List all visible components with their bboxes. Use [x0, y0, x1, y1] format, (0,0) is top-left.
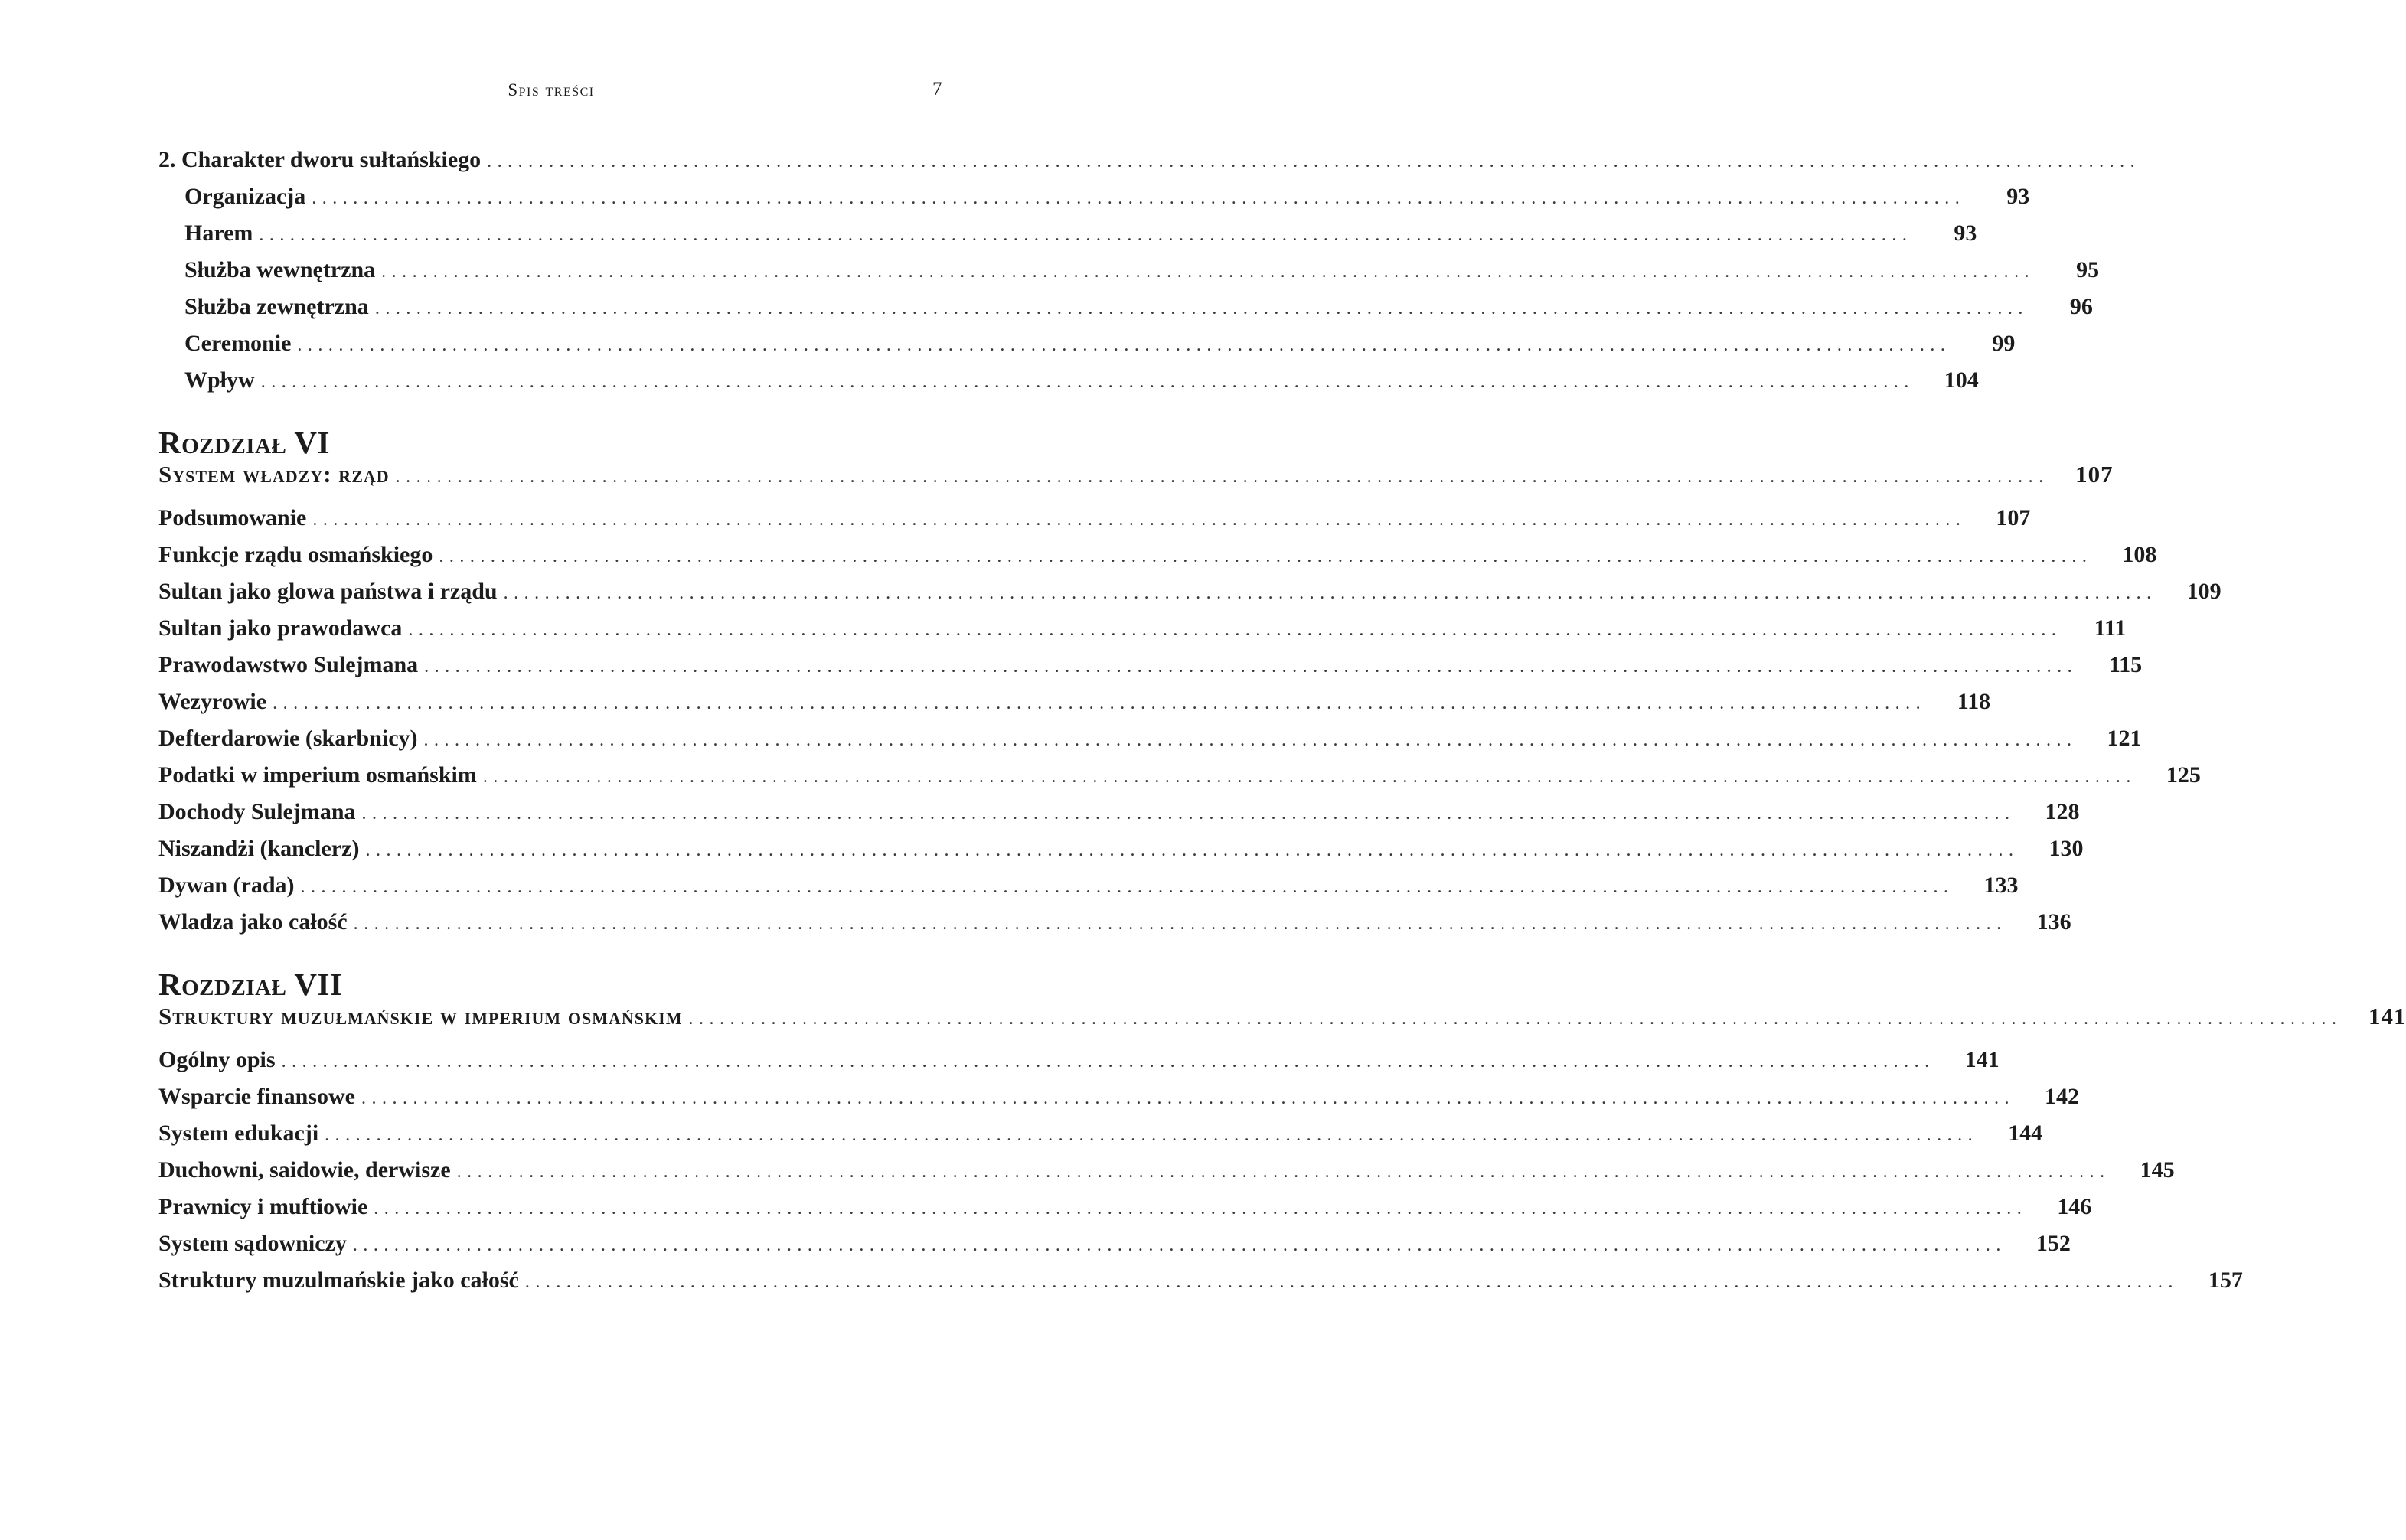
toc-entry-page: 121 — [2107, 726, 2142, 751]
toc-entry[interactable] — [158, 1268, 2243, 1304]
toc-entry[interactable] — [158, 542, 2157, 579]
dot-leader: ................................................................................................................................................................ — [281, 1052, 1935, 1072]
dot-leader: ................................................................................................................................................................ — [352, 1235, 2006, 1255]
toc-entry[interactable] — [158, 615, 2127, 652]
toc-entry-page: 99 — [1992, 331, 2016, 356]
toc-entry[interactable] — [158, 579, 2222, 615]
dot-leader: ................................................................................................................................................................ — [361, 1088, 2015, 1108]
toc-entry[interactable] — [158, 505, 2031, 542]
toc-entry-page: 125 — [2166, 762, 2201, 788]
dot-leader: ................................................................................................................................................................ — [487, 152, 2141, 171]
dot-leader: ................................................................................................................................................................ — [482, 767, 2137, 787]
page-number: 7 — [932, 79, 942, 100]
toc-entry-title: Struktury muzułmańskie w imperium osmańskim — [158, 1003, 683, 1029]
toc-entry[interactable] — [158, 1047, 2000, 1084]
dot-leader: ................................................................................................................................................................ — [300, 877, 1954, 897]
dot-leader: ................................................................................................................................................................ — [312, 188, 1966, 208]
toc-entry-page: 142 — [2044, 1084, 2079, 1109]
toc-entry[interactable] — [158, 909, 2071, 946]
table-of-contents — [158, 147, 2406, 1304]
toc-entry-page: 144 — [2008, 1121, 2043, 1146]
toc-entry-page: 130 — [2049, 836, 2084, 861]
toc-entry-page: 93 — [1954, 220, 1977, 246]
toc-entry-title: System sądowniczy — [158, 1231, 347, 1256]
toc-entry-title: Wladza jako całość — [158, 909, 348, 935]
dot-leader: ................................................................................................................................................................ — [423, 730, 2078, 750]
toc-entry-page: 128 — [2045, 799, 2080, 824]
toc-entry-page: 107 — [1996, 505, 2031, 530]
dot-leader: ................................................................................................................................................................ — [503, 583, 2157, 603]
toc-entry-page: 96 — [2069, 294, 2093, 319]
toc-entry-title: System władzy: rząd — [158, 461, 390, 488]
toc-entry[interactable] — [158, 799, 2080, 836]
toc-entry-page: 95 — [2076, 257, 2100, 282]
toc-entry[interactable] — [158, 762, 2201, 799]
toc-entry-title: 2. Charakter dworu sułtańskiego — [158, 147, 482, 172]
toc-entry-title: Podatki w imperium osmańskim — [158, 762, 477, 788]
toc-entry-title: Służba zewnętrzna — [184, 294, 369, 319]
toc-entry-page: 115 — [2108, 652, 2143, 677]
toc-entry[interactable] — [158, 652, 2143, 689]
dot-leader: ................................................................................................................................................................ — [456, 1162, 2111, 1182]
toc-entry-title: Służba wewnętrzna — [184, 257, 376, 282]
toc-entry-page: 111 — [2094, 615, 2127, 641]
dot-leader: ................................................................................................................................................................ — [688, 1009, 2342, 1029]
toc-entry-page: 141 — [1964, 1047, 2000, 1072]
chapter-label: Rozdział VI — [158, 425, 330, 460]
toc-entry[interactable] — [158, 220, 1977, 257]
dot-leader: ................................................................................................................................................................ — [325, 1125, 1979, 1145]
toc-entry-title: Ogólny opis — [158, 1047, 276, 1072]
dot-leader: ................................................................................................................................................................ — [381, 262, 2035, 282]
toc-entry-title: Wezyrowie — [158, 689, 267, 714]
chapter-label: Rozdział VII — [158, 967, 343, 1002]
toc-entry-title: Wpływ — [184, 367, 255, 393]
toc-entry[interactable] — [158, 689, 1991, 726]
toc-entry[interactable] — [158, 1231, 2071, 1268]
toc-entry-title: Struktury muzulmańskie jako całość — [158, 1268, 519, 1293]
dot-leader: ................................................................................................................................................................ — [374, 1199, 2028, 1219]
toc-entry[interactable] — [158, 726, 2142, 762]
toc-entry[interactable] — [158, 1194, 2092, 1231]
dot-leader: ................................................................................................................................................................ — [353, 914, 2007, 934]
running-head — [0, 77, 1072, 108]
dot-leader: ................................................................................................................................................................ — [395, 467, 2049, 487]
toc-entry-page: 141 — [2368, 1003, 2406, 1029]
toc-entry-title: Duchowni, saidowie, derwisze — [158, 1157, 451, 1183]
toc-entry-page: 145 — [2140, 1157, 2175, 1183]
toc-entry[interactable] — [158, 1157, 2175, 1194]
toc-section-heading — [158, 147, 2141, 184]
toc-entry-page: 108 — [2122, 542, 2157, 567]
toc-entry-page: 107 — [2075, 461, 2114, 488]
dot-leader: ................................................................................................................................................................ — [297, 335, 1951, 355]
toc-entry-page: 146 — [2057, 1194, 2092, 1219]
toc-entry-page: 93 — [2006, 184, 2030, 209]
dot-leader: ................................................................................................................................................................ — [374, 299, 2029, 318]
toc-entry[interactable] — [158, 836, 2084, 873]
toc-entry[interactable] — [158, 257, 2100, 294]
toc-entry[interactable] — [158, 367, 1979, 404]
toc-entry-page: 133 — [1983, 873, 2019, 898]
toc-entry-title: Harem — [184, 220, 253, 246]
dot-leader: ................................................................................................................................................................ — [424, 657, 2078, 677]
toc-entry-page: 136 — [2036, 909, 2071, 935]
toc-entry[interactable] — [158, 873, 2019, 909]
dot-leader: ................................................................................................................................................................ — [524, 1272, 2179, 1292]
toc-entry-title: Niszandżi (kanclerz) — [158, 836, 360, 861]
toc-entry-title: Prawodawstwo Sulejmana — [158, 652, 419, 677]
dot-leader: ................................................................................................................................................................ — [408, 620, 2062, 640]
dot-leader: ................................................................................................................................................................ — [259, 225, 1913, 245]
toc-entry[interactable] — [158, 184, 2030, 220]
dot-leader: ................................................................................................................................................................ — [439, 547, 2093, 566]
toc-entry-page: 109 — [2186, 579, 2222, 604]
toc-chapter-title[interactable] — [158, 1003, 2406, 1039]
toc-entry[interactable] — [158, 1121, 2043, 1157]
toc-entry-title: Sultan jako prawodawca — [158, 615, 403, 641]
running-title: Spis treści — [508, 80, 595, 100]
toc-entry-page: 152 — [2035, 1231, 2071, 1256]
dot-leader: ................................................................................................................................................................ — [365, 840, 2019, 860]
toc-entry-page: 104 — [1944, 367, 1979, 393]
toc-entry[interactable] — [158, 1084, 2079, 1121]
toc-entry-title: Funkcje rządu osmańskiego — [158, 542, 433, 567]
toc-entry-page: 118 — [1957, 689, 1991, 714]
dot-leader: ................................................................................................................................................................ — [312, 510, 1967, 530]
toc-entry-title: Ceremonie — [184, 331, 292, 356]
toc-entry-title: Dywan (rada) — [158, 873, 295, 898]
toc-entry[interactable] — [158, 331, 2016, 367]
toc-entry-page: 157 — [2208, 1268, 2243, 1293]
dot-leader: ................................................................................................................................................................ — [361, 804, 2016, 824]
toc-entry-title: Organizacja — [184, 184, 306, 209]
toc-entry-title: Prawnicy i muftiowie — [158, 1194, 368, 1219]
toc-entry-title: Wsparcie finansowe — [158, 1084, 355, 1109]
toc-entry-title: Defterdarowie (skarbnicy) — [158, 726, 418, 751]
toc-entry-title: Dochody Sulejmana — [158, 799, 356, 824]
dot-leader: ................................................................................................................................................................ — [260, 372, 1915, 392]
toc-entry-title: Podsumowanie — [158, 505, 307, 530]
toc-chapter-title[interactable] — [158, 461, 2114, 498]
toc-entry-title: System edukacji — [158, 1121, 319, 1146]
toc-entry[interactable] — [158, 294, 2093, 331]
toc-entry-title: Sultan jako glowa państwa i rządu — [158, 579, 498, 604]
dot-leader: ................................................................................................................................................................ — [273, 693, 1927, 713]
